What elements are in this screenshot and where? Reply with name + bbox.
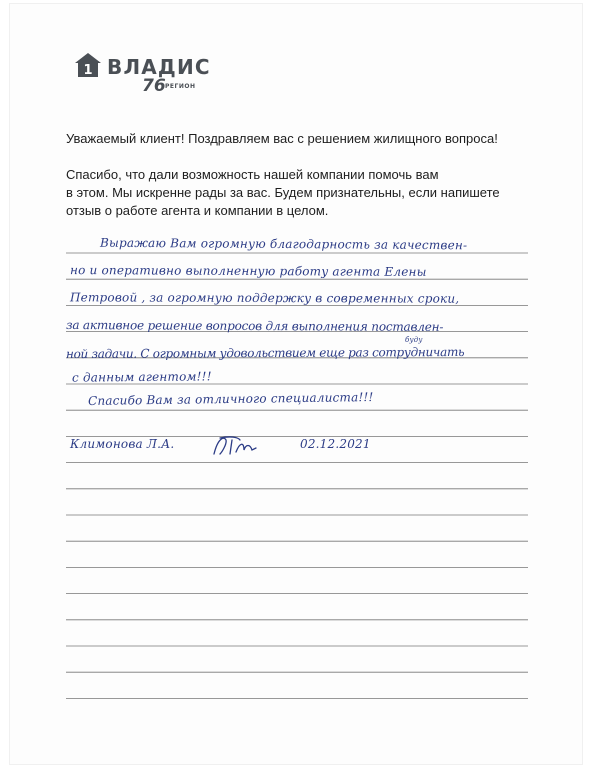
handwritten-line: но и оперативно выполненную работу агента Елены: [69, 263, 427, 279]
logo-region-number: 76: [142, 76, 166, 96]
author-name: Климонова Л.А.: [70, 437, 175, 451]
logo-brand-name: ВЛАДИС: [107, 55, 211, 79]
intro-line: отзыв о работе агента и компании в целом.: [66, 203, 329, 218]
handwritten-line: Петровой , за огромную поддержку в современных сроки,: [69, 290, 460, 306]
handwritten-line: Спасибо Вам за отличного специалиста!!!: [87, 390, 374, 408]
intro-line: Спасибо, что дали возможность нашей компании помочь вам: [66, 167, 439, 182]
greeting-text: Уважаемый клиент! Поздравляем вас с решением жилищного вопроса!: [66, 131, 498, 146]
handwritten-signature: [210, 432, 260, 458]
handwritten-insertion: буду: [405, 336, 423, 344]
review-date: 02.12.2021: [300, 437, 371, 451]
intro-line: в этом. Мы искренне рады за вас. Будем признательны, если напишете: [66, 185, 500, 200]
logo-region-label: РЕГИОН: [165, 83, 196, 90]
svg-text:1: 1: [83, 63, 93, 78]
handwritten-line: с данным агентом!!!: [71, 369, 212, 385]
handwritten-line: за активное решение вопросов для выполнения поставлен-: [65, 318, 444, 334]
handwritten-line: Выражаю Вам огромную благодарность за качествен-: [99, 235, 468, 253]
handwritten-line: ной задачи. С огромным удовольствием еще раз сотрудничать: [65, 344, 465, 362]
